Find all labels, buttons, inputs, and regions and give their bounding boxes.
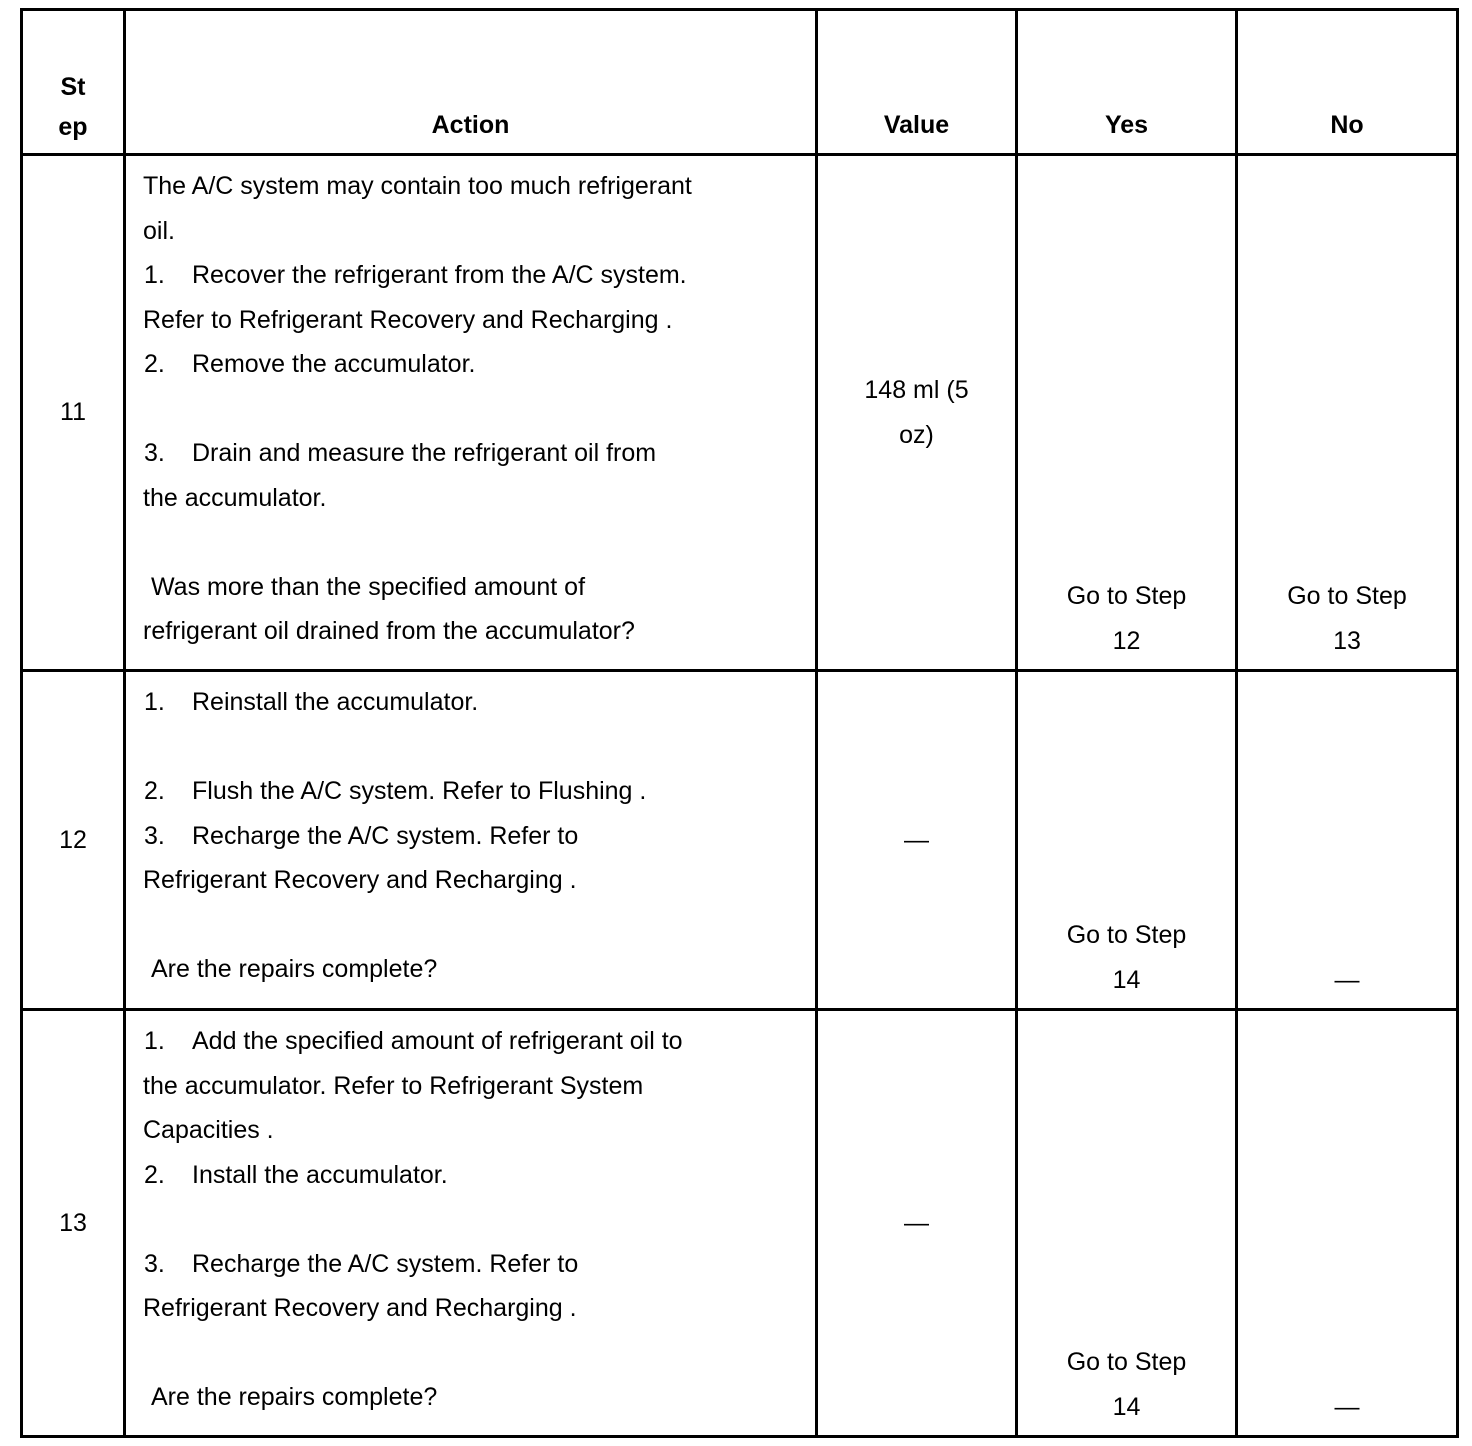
step-number: 12 [22,671,125,1010]
list-item-text: Drain and measure the refrigerant oil from [192,439,657,467]
list-item-text: Recover the refrigerant from the A/C system. [192,261,687,289]
list-item [143,769,775,814]
header-action: Action [125,10,817,155]
list-item-text: Remove the accumulator. [192,350,476,378]
value-dash: — [904,825,929,854]
table-row [22,155,1458,671]
list-item [143,680,775,725]
list-item-number: 2. [144,350,165,378]
table-row [22,1010,1458,1437]
question-text: Are the repairs complete? [151,1383,438,1411]
list-item-number: 2. [144,777,165,805]
question-text: Are the repairs complete? [151,955,438,983]
step-number: 11 [22,155,125,671]
no-cell [1237,155,1458,671]
list-item-number: 3. [144,821,165,850]
no-text: Go to Step [1287,582,1407,610]
action-text: oil. [143,216,175,245]
list-item-number: 2. [144,1160,165,1189]
value-dash: — [904,1208,929,1237]
list-item-continuation: Refrigerant Recovery and Recharging . [143,866,577,894]
value-text: oz) [899,420,934,449]
value-text: 148 ml (5 [864,376,969,404]
yes-cell [1017,671,1237,1010]
no-step: 13 [1333,626,1361,655]
list-item-continuation: the accumulator. [143,483,327,512]
no-dash: — [1334,965,1360,994]
list-item [143,814,775,859]
table-header-row [22,10,1458,155]
list-item-continuation: Refrigerant Recovery and Recharging . [143,1294,577,1322]
header-value: Value [817,10,1017,155]
no-dash: — [1334,1392,1360,1421]
header-step-line2: ep [58,113,88,141]
list-item [143,1153,775,1198]
list-item [143,1019,775,1064]
header-step [22,10,125,155]
list-item-text: Recharge the A/C system. Refer to [192,821,579,850]
question-text: refrigerant oil drained from the accumulator? [143,617,635,645]
value-cell [817,671,1017,1010]
yes-step: 14 [1112,1392,1141,1421]
list-item-number: 1. [144,261,165,289]
no-cell [1237,1010,1458,1437]
yes-cell [1017,1010,1237,1437]
list-item-number: 3. [144,1249,165,1278]
list-item-number: 1. [144,688,165,716]
header-no: No [1237,10,1458,155]
yes-step: 12 [1112,626,1141,655]
header-step-line1: St [60,73,86,101]
list-item-text: Flush the A/C system. Refer to Flushing . [192,777,647,805]
value-cell [817,155,1017,671]
list-item-continuation: Refer to Refrigerant Recovery and Recharging . [143,305,673,334]
list-item-text: Install the accumulator. [192,1160,448,1189]
step-number: 13 [22,1010,125,1437]
list-item-number: 3. [144,439,165,467]
action-text: The A/C system may contain too much refrigerant [143,172,692,200]
yes-text: Go to Step [1066,1348,1187,1376]
yes-cell [1017,155,1237,671]
diagnostic-table [20,8,1459,1438]
action-cell [125,671,817,1010]
yes-text: Go to Step [1066,582,1187,610]
no-cell [1237,671,1458,1010]
list-item-text: Reinstall the accumulator. [192,688,479,716]
action-cell [125,155,817,671]
list-item [143,342,775,387]
yes-text: Go to Step [1066,921,1187,949]
value-cell [817,1010,1017,1437]
list-item-continuation: the accumulator. Refer to Refrigerant System [143,1071,644,1100]
list-item-continuation: Capacities . [143,1116,274,1144]
yes-step: 14 [1112,965,1141,994]
header-yes: Yes [1017,10,1237,155]
list-item [143,431,775,476]
list-item-text: Recharge the A/C system. Refer to [192,1249,579,1278]
list-item-text: Add the specified amount of refrigerant oil to [192,1027,683,1055]
table-row [22,671,1458,1010]
action-cell [125,1010,817,1437]
list-item-number: 1. [144,1027,165,1055]
question-text: Was more than the specified amount of [151,572,586,601]
list-item [143,253,775,298]
list-item [143,1242,775,1287]
